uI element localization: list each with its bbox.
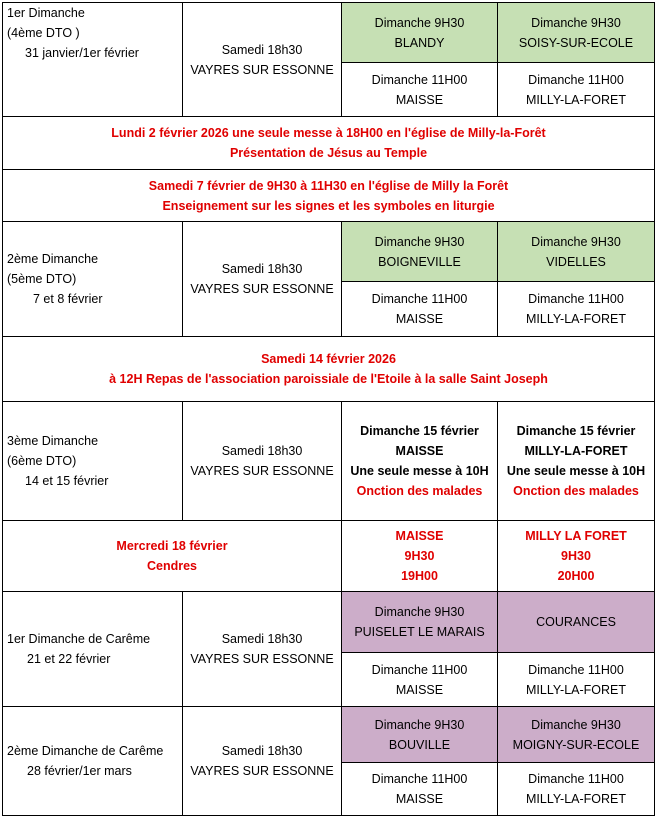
mass-note: Une seule messe à 10H xyxy=(506,464,646,478)
mass-time: Dimanche 11H00 xyxy=(371,292,468,306)
mass-time: Dimanche 9H30 xyxy=(374,234,465,249)
announcement xyxy=(3,170,655,222)
sunday-special-mass xyxy=(498,402,655,521)
mass-place: MILLY-LA-FORET xyxy=(525,682,627,697)
mass-time: Samedi 18h30 xyxy=(221,42,303,57)
announcement-line: Présentation de Jésus au Temple xyxy=(229,146,428,160)
announcement-row xyxy=(3,170,655,222)
week-label-line: 1er Dimanche de Carême xyxy=(7,632,151,646)
event-name: Cendres xyxy=(146,559,198,573)
saturday-mass xyxy=(183,592,342,707)
mass-time: Dimanche 11H00 xyxy=(371,72,468,87)
sunday-early-mass xyxy=(498,592,655,653)
mass-place: VAYRES SUR ESSONNE xyxy=(190,62,334,77)
sunday-early-mass xyxy=(498,707,655,763)
week-label-line: (6ème DTO) xyxy=(7,454,77,468)
mass-time: Samedi 18h30 xyxy=(221,444,303,458)
mass-time: Dimanche 9H30 xyxy=(374,717,465,732)
mass-place: MILLY-LA-FORET xyxy=(524,444,628,458)
saturday-mass xyxy=(183,222,342,337)
week-date: 31 janvier/1er février xyxy=(25,46,139,60)
mass-time: Dimanche 11H00 xyxy=(528,662,624,677)
saturday-mass xyxy=(183,3,342,117)
ash-wednesday-label xyxy=(3,521,342,592)
week-label-line: 1er Dimanche xyxy=(7,6,85,20)
ash-wednesday-mass xyxy=(498,521,655,592)
mass-place: SOISY-SUR-ECOLE xyxy=(518,35,634,50)
mass-time: Dimanche 11H00 xyxy=(371,772,468,786)
schedule-row-week-3 xyxy=(3,402,655,521)
week-date: 28 février/1er mars xyxy=(27,764,132,778)
week-label xyxy=(3,3,183,117)
sunday-late-mass xyxy=(498,653,655,707)
announcement xyxy=(3,117,655,170)
week-label xyxy=(3,222,183,337)
mass-time: Dimanche 11H00 xyxy=(371,662,468,677)
mass-time: 9H30 xyxy=(561,549,591,563)
mass-time: 9H30 xyxy=(404,549,435,563)
week-label-line: 3ème Dimanche xyxy=(7,434,99,448)
announcement-line: Enseignement sur les signes et les symboles en liturgie xyxy=(162,198,495,213)
mass-place: MILLY LA FORET xyxy=(525,529,627,543)
mass-date: Dimanche 15 février xyxy=(516,424,636,438)
announcement-row xyxy=(3,337,655,402)
mass-time: Dimanche 9H30 xyxy=(374,605,465,619)
mass-date: Dimanche 15 février xyxy=(360,424,479,438)
mass-time: Dimanche 9H30 xyxy=(531,234,621,249)
mass-place: MILLY-LA-FORET xyxy=(525,92,627,107)
sunday-special-mass xyxy=(342,402,498,521)
announcement xyxy=(3,337,655,402)
saturday-mass xyxy=(183,707,342,816)
mass-place: MAISSE xyxy=(395,529,444,543)
mass-time: 20H00 xyxy=(557,569,595,583)
week-label xyxy=(3,592,183,707)
mass-place: VAYRES SUR ESSONNE xyxy=(190,282,334,296)
sunday-late-mass xyxy=(498,63,655,117)
week-label-line: 2ème Dimanche de Carême xyxy=(7,744,164,758)
mass-schedule-table xyxy=(2,2,655,816)
mass-place: MILLY-LA-FORET xyxy=(525,312,627,326)
mass-place: BLANDY xyxy=(394,35,445,50)
ash-wednesday-mass xyxy=(342,521,498,592)
mass-place: MILLY-LA-FORET xyxy=(525,792,627,806)
mass-time: Dimanche 9H30 xyxy=(531,15,621,30)
sunday-late-mass xyxy=(498,282,655,337)
schedule-row-week-1 xyxy=(3,3,655,63)
week-date: 14 et 15 février xyxy=(25,474,109,488)
mass-time: Dimanche 11H00 xyxy=(528,292,624,306)
mass-time: Dimanche 9H30 xyxy=(531,717,621,732)
week-label-line: (4ème DTO ) xyxy=(7,26,80,40)
sunday-late-mass xyxy=(342,282,498,337)
mass-time: Dimanche 11H00 xyxy=(528,72,624,87)
mass-place: VAYRES SUR ESSONNE xyxy=(190,652,334,666)
announcement-line: Samedi 7 février de 9H30 à 11H30 en l'église de Milly la Forêt xyxy=(148,178,509,193)
mass-place: MAISSE xyxy=(395,92,444,107)
sunday-early-mass xyxy=(342,707,498,763)
mass-place: VAYRES SUR ESSONNE xyxy=(190,764,334,778)
mass-place: MAISSE xyxy=(395,444,444,458)
announcement-line: Lundi 2 février 2026 une seule messe à 18H00 en l'église de Milly-la-Forêt xyxy=(111,126,546,140)
week-label-line: 2ème Dimanche xyxy=(7,252,99,266)
schedule-row-lent-2 xyxy=(3,707,655,763)
sunday-early-mass xyxy=(342,592,498,653)
mass-time: Samedi 18h30 xyxy=(221,632,303,646)
mass-place: VAYRES SUR ESSONNE xyxy=(190,464,334,478)
week-label xyxy=(3,707,183,816)
week-date: 7 et 8 février xyxy=(33,292,103,306)
mass-place: PUISELET LE MARAIS xyxy=(354,625,485,639)
sunday-late-mass xyxy=(498,763,655,816)
sunday-early-mass xyxy=(498,222,655,282)
saturday-mass xyxy=(183,402,342,521)
mass-celebration: Onction des malades xyxy=(513,484,639,498)
ash-wednesday-row xyxy=(3,521,655,592)
schedule-row-week-2 xyxy=(3,222,655,282)
sunday-late-mass xyxy=(342,653,498,707)
sunday-late-mass xyxy=(342,763,498,816)
mass-time: Samedi 18h30 xyxy=(221,744,303,758)
week-label-line: (5ème DTO) xyxy=(7,272,77,286)
sunday-early-mass xyxy=(498,3,655,63)
mass-place: BOUVILLE xyxy=(388,737,451,752)
mass-time: Dimanche 11H00 xyxy=(528,772,624,786)
sunday-early-mass xyxy=(342,3,498,63)
sunday-late-mass xyxy=(342,63,498,117)
mass-time: Samedi 18h30 xyxy=(221,262,303,276)
mass-place: VIDELLES xyxy=(546,254,606,269)
week-label xyxy=(3,402,183,521)
sunday-early-mass xyxy=(342,222,498,282)
mass-place: COURANCES xyxy=(536,615,616,629)
announcement-row xyxy=(3,117,655,170)
week-date: 21 et 22 février xyxy=(27,652,111,666)
announcement-line: à 12H Repas de l'association paroissiale de l'Etoile à la salle Saint Joseph xyxy=(109,372,548,386)
mass-place: MAISSE xyxy=(395,792,444,806)
schedule-row-lent-1 xyxy=(3,592,655,653)
mass-celebration: Onction des malades xyxy=(356,484,483,498)
mass-place: MOIGNY-SUR-ECOLE xyxy=(512,737,640,752)
mass-time: Dimanche 9H30 xyxy=(374,15,465,30)
event-date: Mercredi 18 février xyxy=(116,539,228,553)
mass-place: MAISSE xyxy=(395,312,444,326)
mass-place: BOIGNEVILLE xyxy=(378,254,461,269)
mass-time: 19H00 xyxy=(401,569,438,583)
mass-note: Une seule messe à 10H xyxy=(350,464,489,478)
announcement-line: Samedi 14 février 2026 xyxy=(261,352,396,366)
mass-place: MAISSE xyxy=(395,682,444,697)
